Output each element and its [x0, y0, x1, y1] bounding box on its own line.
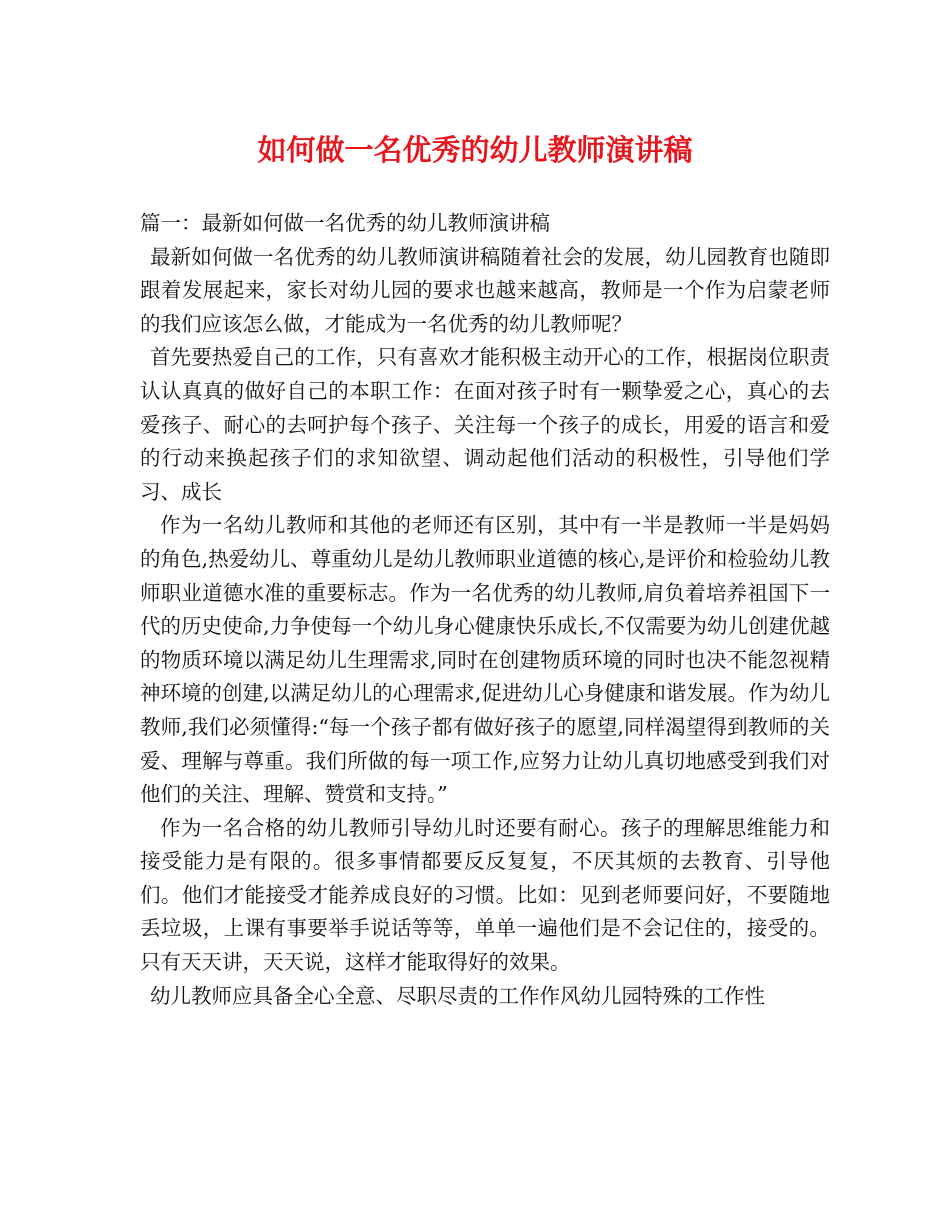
document-body	[140, 207, 830, 1013]
paragraph-3: 作为一名幼儿教师和其他的老师还有区别，其中有一半是教师一半是妈妈的角色,热爱幼儿、尊重幼儿是幼儿教师职业道德的核心,是评价和检验幼儿教师职业道德水准的重要标志。作为一名优秀的幼儿教师,肩负着培养祖国下一代的历史使命,力争使每一个幼儿身心健康快乐成长,不仅需要为幼儿创建优越的物质环境以满足幼儿生理需求,同时在创建物质环境的同时也决不能忽视精神环境的创建,以满足幼儿的心理需求,促进幼儿心身健康和谐发展。作为幼儿教师,我们必须懂得:“每一个孩子都有做好孩子的愿望,同样渴望得到教师的关爱、理解与尊重。我们所做的每一项工作,应努力让幼儿真切地感受到我们对他们的关注、理解、赞赏和支持。”	[140, 513, 830, 807]
document-title: 如何做一名优秀的幼儿教师演讲稿	[257, 133, 693, 167]
paragraph-1: 最新如何做一名优秀的幼儿教师演讲稿随着社会的发展，幼儿园教育也随即跟着发展起来，家长对幼儿园的要求也越来越高，教师是一个作为启蒙老师的我们应该怎么做，才能成为一名优秀的幼儿教师呢？	[140, 244, 830, 336]
paragraph-4: 作为一名合格的幼儿教师引导幼儿时还要有耐心。孩子的理解思维能力和接受能力是有限的。很多事情都要反反复复，不厌其烦的去教育、引导他们。他们才能接受才能养成良好的习惯。比如：见到老师要问好，不要随地丢垃圾，上课有事要举手说话等等，单单一遍他们是不会记住的，接受的。只有天天讲，天天说，这样才能取得好的效果。	[140, 815, 830, 975]
paragraph-5: 幼儿教师应具备全心全意、尽职尽责的工作作风幼儿园特殊的工作性	[150, 983, 765, 1008]
paragraph-2: 首先要热爱自己的工作，只有喜欢才能积极主动开心的工作，根据岗位职责认认真真的做好自己的本职工作：在面对孩子时有一颗挚爱之心，真心的去爱孩子、耐心的去呵护每个孩子、关注每一个孩子的成长，用爱的语言和爱的行动来换起孩子们的求知欲望、调动起他们活动的积极性，引导他们学习、成长	[140, 345, 830, 504]
section-heading: 篇一：最新如何做一名优秀的幼儿教师演讲稿	[140, 211, 550, 235]
